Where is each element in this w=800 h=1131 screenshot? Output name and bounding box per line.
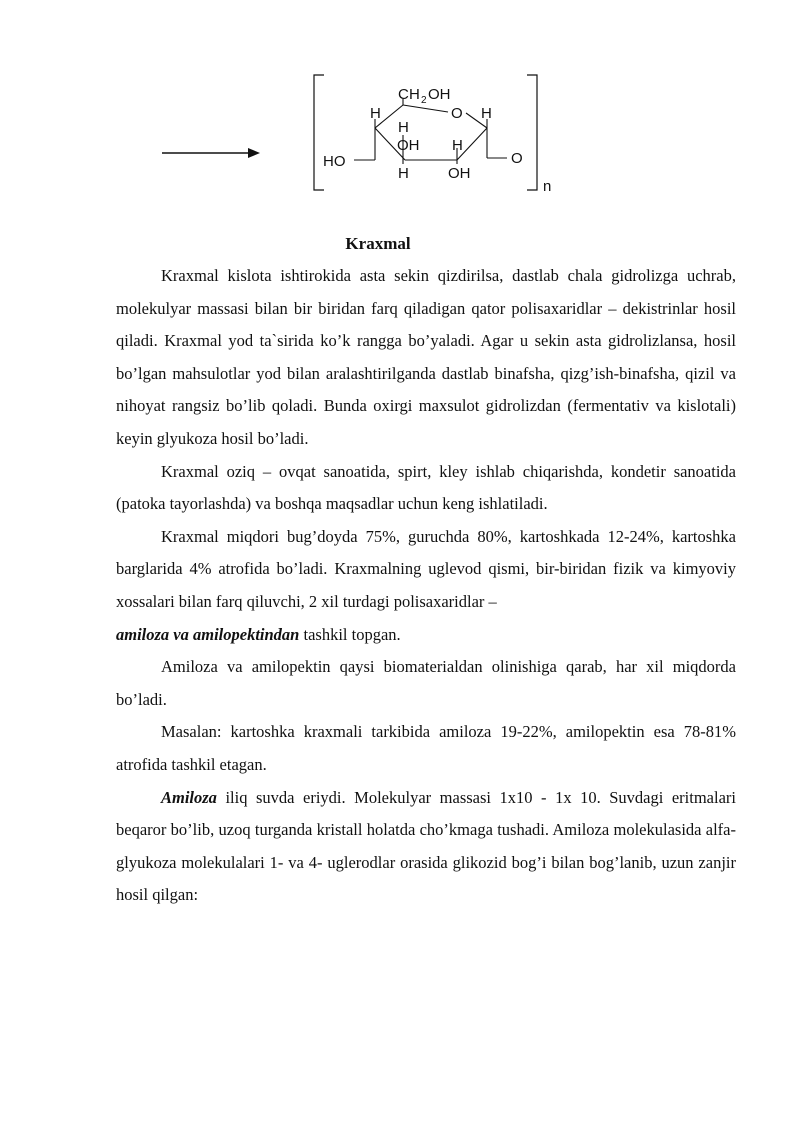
o-right-label: O xyxy=(511,150,523,167)
amylose-term: Amiloza xyxy=(161,787,217,807)
document-body xyxy=(116,260,736,912)
paragraph-amylose-text: iliq suvda eriydi. Molekulyar massasi 1x10 - 1x 10. Suvdagi eritmalari beqaror bo’lib, uzoq turganda kristall holatda cho’kmaga tushadi. Amiloza molekulasida alfa-glyukoza molekulalari 1- va 4- uglerodlar orasida glikozid bog’i bilan bog’lanib, uzun zanjir hosil qilgan: xyxy=(116,787,736,905)
oh-bottom-label: OH xyxy=(448,165,471,182)
h-bottom-label: H xyxy=(398,165,409,182)
polymer-n-label: n xyxy=(543,178,552,195)
reaction-arrow xyxy=(162,148,260,158)
h-left-label: H xyxy=(370,105,381,122)
left-bracket xyxy=(314,75,324,190)
ch2oh-oh-label: OH xyxy=(428,86,451,103)
h-inner2-label: H xyxy=(452,137,463,154)
amylose-amylopectin-emphasis: amiloza va amilopektindan xyxy=(116,624,300,644)
section-title: Kraxmal xyxy=(345,234,411,253)
paragraph-amylose xyxy=(116,782,736,912)
ch2oh-subscript: 2 xyxy=(421,95,427,106)
h-inner-label: H xyxy=(398,119,409,136)
oh-inner-label: OH xyxy=(397,137,420,154)
paragraph-content xyxy=(116,521,736,651)
paragraph-content-tail: tashkil topgan. xyxy=(299,624,401,644)
paragraph-ratio: Amiloza va amilopektin qaysi biomaterialdan olinishiga qarab, har xil miqdorda bo’ladi. xyxy=(116,657,736,709)
paragraph-example: Masalan: kartoshka kraxmali tarkibida amiloza 19-22%, amilopektin esa 78-81% atrofida tashkil etagan. xyxy=(116,722,736,774)
ring-oxygen-label: O xyxy=(451,105,463,122)
starch-structural-formula xyxy=(0,0,800,220)
paragraph-hydrolysis: Kraxmal kislota ishtirokida asta sekin qizdirilsa, dastlab chala gidrolizga uchrab, molekulyar massasi bilan bir biridan farq qiladigan qator polisaxaridlar – dekistrinlar hosil qiladi. Kraxmal yod ta`sirida ko’k rangga bo’yaladi. Agar u sekin asta gidrolizlansa, hosil bo’lgan mahsulotlar yod bilan aralashtirilganda dastlab binafsha, qizg’ish-binafsha, qizil va nihoyat rangsiz bo’lib qoladi. Bunda oxirgi maxsulot gidrolizdan (fermentativ va kislotali) keyin glyukoza hosil bo’ladi. xyxy=(116,266,736,448)
ho-left-label: HO xyxy=(323,153,346,170)
paragraph-content-text: Kraxmal miqdori bug’doyda 75%, guruchda 80%, kartoshkada 12-24%, kartoshka barglarida 4% atrofida bo’ladi. Kraxmalning uglevod qismi, bir-biridan fizik va kimyoviy xossalari bilan farq qiluvchi, 2 xil turdagi polisaxaridlar – xyxy=(116,526,736,611)
h-right-label: H xyxy=(481,105,492,122)
ch2oh-c-label: C xyxy=(398,86,409,103)
ch2oh-h-label: H xyxy=(409,86,420,103)
paragraph-usage: Kraxmal oziq – ovqat sanoatida, spirt, kley ishlab chiqarishda, kondetir sanoatida (patoka tayorlashda) va boshqa maqsadlar uchun keng ishlatiladi. xyxy=(116,461,736,514)
right-bracket xyxy=(527,75,537,190)
